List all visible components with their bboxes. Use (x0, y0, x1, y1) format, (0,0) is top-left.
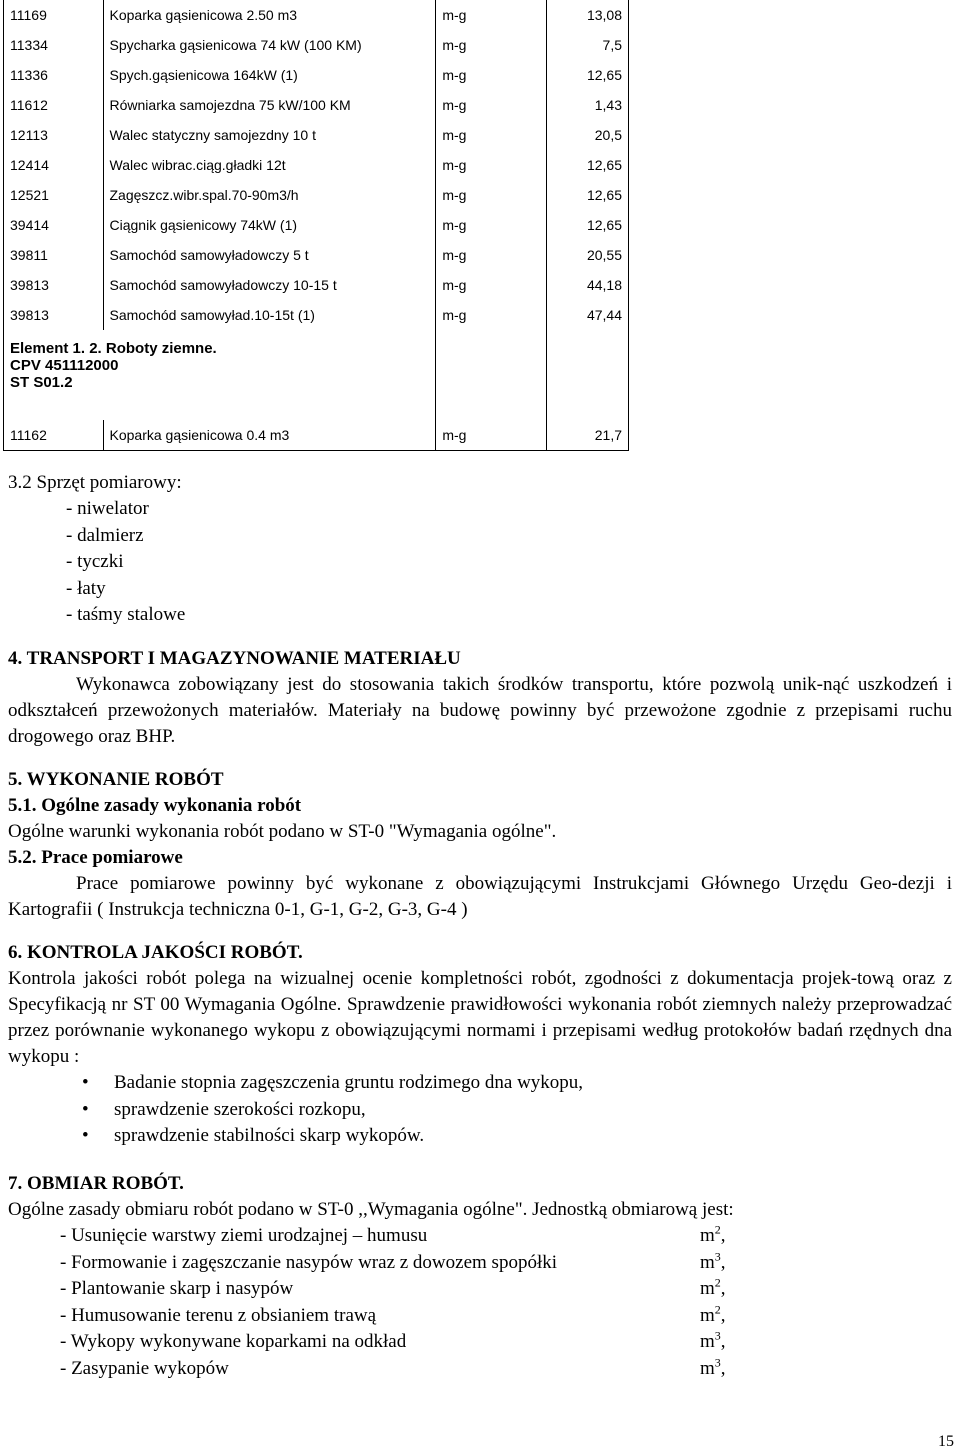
execution-sub2-heading: 5.2. Prace pomiarowe (8, 847, 183, 868)
table-cell-value: 12,65 (547, 210, 629, 240)
element-heading (4, 330, 436, 420)
table-cell-unit: m-g (436, 0, 547, 30)
list-item: - Usunięcie warstwy ziemi urodzajnej – humusu $m^2$, (60, 1222, 726, 1246)
table-cell-unit: m-g (436, 60, 547, 90)
table-cell-name: Samochód samowyładowczy 5 t (103, 240, 436, 270)
table-cell-name: Samochód samowyład.10-15t (1) (103, 300, 436, 330)
table-cell-name: Walec wibrac.ciąg.gładki 12t (103, 150, 436, 180)
survey-section (8, 470, 952, 629)
execution-section (8, 767, 952, 923)
quality-bullets (8, 1070, 952, 1150)
table-row (4, 30, 629, 60)
transport-section (8, 646, 952, 750)
table-cell-value: 20,55 (547, 240, 629, 270)
table-cell-value: 13,08 (547, 0, 629, 30)
table-row (4, 300, 629, 330)
table-row (4, 150, 629, 180)
list-item: - Plantowanie skarp i nasypów $m^2$, (60, 1275, 726, 1299)
quality-section (8, 940, 952, 1150)
list-item: • Badanie stopnia zagęszczenia gruntu rodzimego dna wykopu, (82, 1070, 952, 1097)
survey-heading: 3.2 Sprzęt pomiarowy: (8, 472, 182, 493)
list-item: - tyczki (66, 551, 124, 572)
table-cell-name: Koparka gąsienicowa 0.4 m3 (103, 420, 436, 451)
table-cell-value: 21,7 (547, 420, 629, 451)
table-cell-value: 20,5 (547, 120, 629, 150)
measurement-list (8, 1223, 952, 1382)
table-cell-name: Zagęszcz.wibr.spal.70-90m3/h (103, 180, 436, 210)
table-cell-code: 39811 (4, 240, 104, 270)
execution-sub2-body: Prace pomiarowe powinny być wykonane z obowiązującymi Instrukcjami Głównego Urzędu Geo-dezji i Kartografii ( Instrukcja techniczna 0-1, G-1, G-2, G-3, G-4 ) (8, 873, 952, 920)
table-row (4, 120, 629, 150)
table-cell-unit: m-g (436, 420, 547, 451)
empty-cell (436, 330, 547, 420)
empty-cell (547, 330, 629, 420)
table-row (4, 60, 629, 90)
list-item: - łaty (66, 577, 106, 599)
table-cell-code: 12414 (4, 150, 104, 180)
table-cell-unit: m-g (436, 270, 547, 300)
table-cell-unit: m-g (436, 90, 547, 120)
table-cell-unit: m-g (436, 240, 547, 270)
table-row (4, 210, 629, 240)
execution-sub1-body: Ogólne warunki wykonania robót podano w ST-0 "Wymagania ogólne". (8, 821, 557, 842)
table-row (4, 0, 629, 30)
table-cell-name: Ciągnik gąsienicowy 74kW (1) (103, 210, 436, 240)
table-cell-code: 11336 (4, 60, 104, 90)
table-cell-code: 12521 (4, 180, 104, 210)
table-cell-value: 7,5 (547, 30, 629, 60)
table-row (4, 270, 629, 300)
measurement-section (8, 1171, 952, 1382)
table-cell-code: 11334 (4, 30, 104, 60)
transport-heading: 4. TRANSPORT I MAGAZYNOWANIE MATERIAŁU (8, 648, 461, 669)
list-item: - Formowanie i zagęszczanie nasypów wraz z dowozem spopółki $m^3$, (60, 1249, 726, 1273)
table-cell-code: 39813 (4, 300, 104, 330)
measurement-intro: Ogólne zasady obmiaru robót podano w ST-0 ,,Wymagania ogólne". Jednostką obmiarową jest: (8, 1199, 734, 1220)
equipment-table (3, 0, 629, 451)
list-item: • sprawdzenie szerokości rozkopu, (82, 1097, 952, 1124)
table-cell-name: Równiarka samojezdna 75 kW/100 KM (103, 90, 436, 120)
list-item: - Humusowanie terenu z obsianiem trawą $m^2$, (60, 1302, 726, 1326)
table-cell-name: Spych.gąsienicowa 164kW (1) (103, 60, 436, 90)
table-cell-value: 12,65 (547, 60, 629, 90)
element-heading-row (4, 330, 629, 420)
table-cell-code: 11612 (4, 90, 104, 120)
table-cell-code: 11169 (4, 0, 104, 30)
table-cell-unit: m-g (436, 30, 547, 60)
element-heading-line: CPV 451112000 (10, 357, 119, 374)
table-cell-unit: m-g (436, 120, 547, 150)
table-row (4, 240, 629, 270)
table-cell-unit: m-g (436, 180, 547, 210)
table-cell-name: Samochód samowyładowczy 10-15 t (103, 270, 436, 300)
table-row (4, 420, 629, 451)
table-row (4, 180, 629, 210)
list-item: - Wykopy wykonywane koparkami na odkład $m^3$, (60, 1328, 726, 1352)
list-item: - niwelator (66, 498, 149, 519)
table-cell-value: 12,65 (547, 180, 629, 210)
list-item: - dalmierz (66, 524, 144, 546)
table-cell-name: Koparka gąsienicowa 2.50 m3 (103, 0, 436, 30)
table-cell-code: 11162 (4, 420, 104, 451)
table-cell-code: 39414 (4, 210, 104, 240)
table-cell-code: 12113 (4, 120, 104, 150)
quality-body: Kontrola jakości robót polega na wizualnej ocenie kompletności robót, zgodności z dokumentacja projek-tową oraz z Specyfikacją nr ST 00 Wymagania Ogólne. Sprawdzenie prawidłowości wykonania robót ziemnych należy przeprowadzać przez porównanie wykonanego wykopu z obowiązującymi normami i przepisami według protokołów badań rzędnych dna wykopu : (8, 968, 952, 1067)
table-cell-value: 12,65 (547, 150, 629, 180)
table-cell-name: Walec statyczny samojezdny 10 t (103, 120, 436, 150)
table-cell-value: 44,18 (547, 270, 629, 300)
table-cell-value: 47,44 (547, 300, 629, 330)
execution-heading: 5. WYKONANIE ROBÓT (8, 769, 224, 790)
element-heading-line: ST S01.2 (10, 374, 73, 391)
table-row (4, 90, 629, 120)
table-cell-unit: m-g (436, 150, 547, 180)
table-cell-code: 39813 (4, 270, 104, 300)
table-cell-unit: m-g (436, 300, 547, 330)
transport-body: Wykonawca zobowiązany jest do stosowania takich środków transportu, które pozwolą unik-nąć uszkodzeń i odkształceń przewożonych materiałów. Materiały na budowę powinny być przewożone zgodnie z przepisami ruchu drogowego oraz BHP. (8, 674, 952, 747)
list-item: • sprawdzenie stabilności skarp wykopów. (82, 1123, 952, 1150)
list-item: - Zasypanie wykopów $m^3$, (60, 1355, 726, 1379)
survey-list (8, 496, 952, 629)
element-heading-line: Element 1. 2. Roboty ziemne. (10, 340, 217, 357)
table-cell-name: Spycharka gąsienicowa 74 kW (100 KM) (103, 30, 436, 60)
page-number: 15 (938, 1433, 954, 1450)
quality-heading: 6. KONTROLA JAKOŚCI ROBÓT. (8, 942, 303, 963)
execution-sub1-heading: 5.1. Ogólne zasady wykonania robót (8, 795, 302, 816)
measurement-heading: 7. OBMIAR ROBÓT. (8, 1173, 184, 1194)
table-cell-unit: m-g (436, 210, 547, 240)
table-cell-value: 1,43 (547, 90, 629, 120)
list-item: - taśmy stalowe (66, 604, 186, 625)
